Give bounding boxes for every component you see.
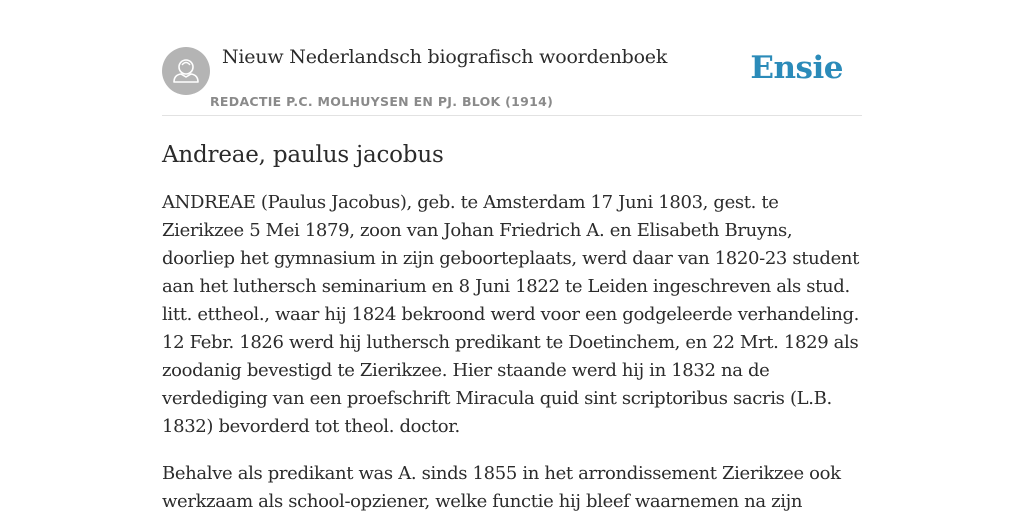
author-avatar[interactable] (162, 47, 210, 95)
source-header (162, 0, 862, 116)
book-title[interactable]: Nieuw Nederlandsch biografisch woordenboek (222, 46, 668, 68)
ensie-logo[interactable]: Ensie (750, 50, 843, 86)
article-page (162, 0, 862, 512)
entry-paragraph-1: ANDREAE (Paulus Jacobus), geb. te Amsterdam 17 Juni 1803, gest. te Zierikzee 5 Mei 1879, zoon van Johan Friedrich A. en Elisabeth Bruyns, doorliep het gymnasium in zijn geboorteplaats, werd daar van 1820-23 student aan het luthersch seminarium en 8 Juni 1822 te Leiden ingeschreven als stud. litt. ettheol., waar hij 1824 bekroond werd voor een godgeleerde verhandeling. 12 Febr. 1826 werd hij luthersch predikant te Doetinchem, en 22 Mrt. 1829 als zoodanig bevestigd te Zierikzee. Hier staande werd hij in 1832 na de verdediging van een proefschrift Miracula quid sint scriptoribus sacris (L.B. 1832) bevorderd tot theol. doctor. (162, 192, 860, 437)
entry-title: Andreae, paulus jacobus (162, 142, 444, 168)
book-editors: REDACTIE P.C. MOLHUYSEN EN PJ. BLOK (1914) (210, 94, 554, 109)
entry-paragraph-2: Behalve als predikant was A. sinds 1855 in het arrondissement Zierikzee ook werkzaam als school-opziener, welke functie hij bleef waarnemen na zijn (162, 463, 841, 512)
user-silhouette-icon (162, 47, 210, 95)
